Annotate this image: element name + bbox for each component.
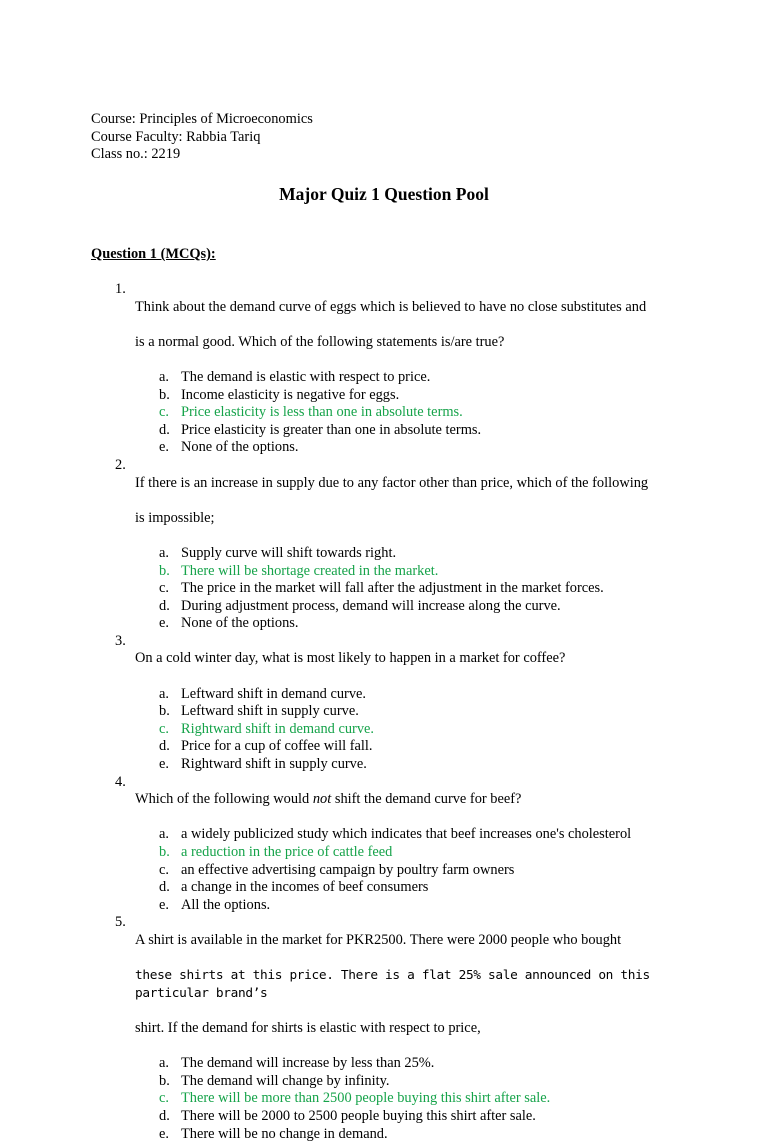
course-faculty: Course Faculty: Rabbia Tariq xyxy=(91,129,313,147)
question-text-line: shirt. If the demand for shirts is elastic with respect to price, xyxy=(135,1020,675,1038)
page-title: Major Quiz 1 Question Pool xyxy=(0,184,768,204)
option-letter: c. xyxy=(159,1090,181,1108)
question-5 xyxy=(91,914,691,1143)
option-letter: d. xyxy=(159,738,181,756)
class-number: Class no.: 2219 xyxy=(91,146,313,164)
option-text: The demand will change by infinity. xyxy=(181,1073,389,1091)
question-1 xyxy=(91,281,691,457)
question-text xyxy=(135,457,675,545)
question-4 xyxy=(91,774,691,915)
option-letter: e. xyxy=(159,1126,181,1143)
question-number: 5. xyxy=(115,914,135,932)
option-list xyxy=(91,1055,691,1143)
option-letter: c. xyxy=(159,721,181,739)
course-name: Course: Principles of Microeconomics xyxy=(91,111,313,129)
option-text: Income elasticity is negative for eggs. xyxy=(181,387,399,405)
option-b-correct-answer xyxy=(91,844,691,862)
option-letter: d. xyxy=(159,1108,181,1126)
option-e xyxy=(91,1126,691,1143)
option-a xyxy=(91,686,691,704)
option-text: None of the options. xyxy=(181,439,299,457)
option-e xyxy=(91,615,691,633)
option-letter: e. xyxy=(159,897,181,915)
option-c-correct-answer xyxy=(91,721,691,739)
option-d xyxy=(91,738,691,756)
option-letter: c. xyxy=(159,404,181,422)
option-text: There will be shortage created in the market. xyxy=(181,563,438,581)
question-text-line: Which of the following would not shift the demand curve for beef? xyxy=(135,791,675,809)
question-text-line: On a cold winter day, what is most likely to happen in a market for coffee? xyxy=(135,650,675,668)
question-text-line: these shirts at this price. There is a flat 25% sale announced on this particular brand’s xyxy=(135,967,675,1002)
option-text: an effective advertising campaign by poultry farm owners xyxy=(181,862,514,880)
option-text: a widely publicized study which indicates that beef increases one's cholesterol xyxy=(181,826,631,844)
option-list xyxy=(91,369,691,457)
option-letter: b. xyxy=(159,563,181,581)
option-text: Leftward shift in demand curve. xyxy=(181,686,366,704)
option-letter: c. xyxy=(159,862,181,880)
option-letter: d. xyxy=(159,879,181,897)
option-a xyxy=(91,545,691,563)
question-number: 3. xyxy=(115,633,135,651)
option-text: Rightward shift in demand curve. xyxy=(181,721,374,739)
option-list xyxy=(91,826,691,914)
question-number: 2. xyxy=(115,457,135,475)
option-e xyxy=(91,756,691,774)
option-d xyxy=(91,879,691,897)
option-b xyxy=(91,703,691,721)
option-a xyxy=(91,369,691,387)
option-text: The price in the market will fall after the adjustment in the market forces. xyxy=(181,580,604,598)
option-letter: a. xyxy=(159,686,181,704)
option-letter: b. xyxy=(159,387,181,405)
option-letter: b. xyxy=(159,844,181,862)
option-text: There will be no change in demand. xyxy=(181,1126,388,1143)
option-b xyxy=(91,387,691,405)
option-text: Price elasticity is greater than one in absolute terms. xyxy=(181,422,481,440)
option-b xyxy=(91,1073,691,1091)
option-d xyxy=(91,422,691,440)
option-b-correct-answer xyxy=(91,563,691,581)
question-list xyxy=(91,281,691,1143)
option-text: Price elasticity is less than one in absolute terms. xyxy=(181,404,463,422)
option-letter: b. xyxy=(159,1073,181,1091)
option-text: None of the options. xyxy=(181,615,299,633)
option-text: a change in the incomes of beef consumers xyxy=(181,879,428,897)
option-d xyxy=(91,1108,691,1126)
option-letter: d. xyxy=(159,422,181,440)
option-text: There will be 2000 to 2500 people buying this shirt after sale. xyxy=(181,1108,536,1126)
option-letter: a. xyxy=(159,1055,181,1073)
option-letter: e. xyxy=(159,756,181,774)
option-text: Price for a cup of coffee will fall. xyxy=(181,738,373,756)
option-list xyxy=(91,686,691,774)
question-text xyxy=(135,281,675,369)
option-letter: c. xyxy=(159,580,181,598)
option-letter: a. xyxy=(159,369,181,387)
option-letter: b. xyxy=(159,703,181,721)
option-letter: a. xyxy=(159,826,181,844)
emphasis-not: not xyxy=(313,791,331,807)
section-heading: Question 1 (MCQs): xyxy=(91,246,216,264)
option-text: The demand will increase by less than 25%. xyxy=(181,1055,434,1073)
question-3 xyxy=(91,633,691,774)
question-text xyxy=(135,914,675,1055)
question-number: 1. xyxy=(115,281,135,299)
question-text-line: A shirt is available in the market for PKR2500. There were 2000 people who bought xyxy=(135,932,675,950)
option-text: There will be more than 2500 people buying this shirt after sale. xyxy=(181,1090,550,1108)
question-text xyxy=(135,774,675,827)
option-c-correct-answer xyxy=(91,1090,691,1108)
option-letter: e. xyxy=(159,615,181,633)
question-text-line: is a normal good. Which of the following statements is/are true? xyxy=(135,334,675,352)
option-text: The demand is elastic with respect to price. xyxy=(181,369,430,387)
question-text-line: is impossible; xyxy=(135,510,675,528)
question-text-line: Think about the demand curve of eggs which is believed to have no close substitutes and xyxy=(135,299,675,317)
option-a xyxy=(91,826,691,844)
option-text: Supply curve will shift towards right. xyxy=(181,545,396,563)
question-text xyxy=(135,633,675,686)
option-letter: a. xyxy=(159,545,181,563)
option-a xyxy=(91,1055,691,1073)
option-list xyxy=(91,545,691,633)
option-letter: d. xyxy=(159,598,181,616)
question-text-line: If there is an increase in supply due to any factor other than price, which of the following xyxy=(135,475,675,493)
option-c xyxy=(91,580,691,598)
question-number: 4. xyxy=(115,774,135,792)
option-text: All the options. xyxy=(181,897,270,915)
option-e xyxy=(91,439,691,457)
option-text: During adjustment process, demand will increase along the curve. xyxy=(181,598,561,616)
option-text: Leftward shift in supply curve. xyxy=(181,703,359,721)
option-letter: e. xyxy=(159,439,181,457)
option-e xyxy=(91,897,691,915)
option-c xyxy=(91,862,691,880)
option-text: Rightward shift in supply curve. xyxy=(181,756,367,774)
course-header xyxy=(91,111,313,164)
question-2 xyxy=(91,457,691,633)
option-text: a reduction in the price of cattle feed xyxy=(181,844,392,862)
option-c-correct-answer xyxy=(91,404,691,422)
option-d xyxy=(91,598,691,616)
